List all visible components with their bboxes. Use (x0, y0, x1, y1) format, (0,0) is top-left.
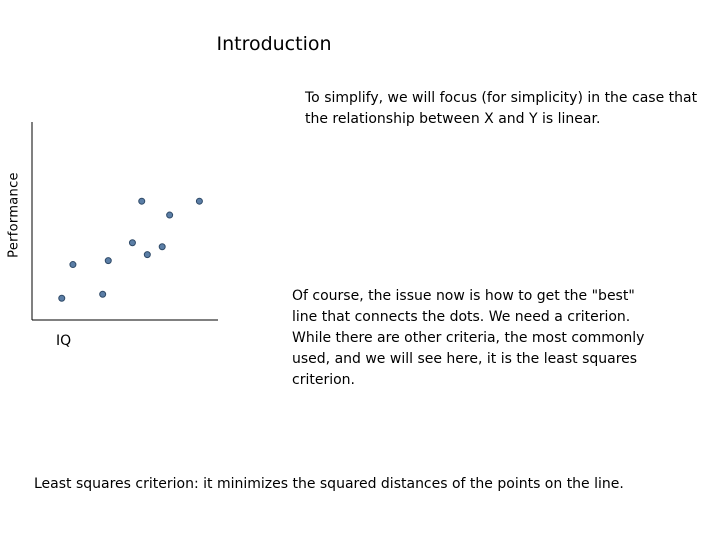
data-point-3 (100, 291, 106, 297)
plot-axes (32, 122, 218, 320)
data-point-4 (105, 258, 111, 264)
data-points (59, 198, 203, 301)
data-point-2 (70, 262, 76, 268)
slide-title: Introduction (216, 33, 332, 55)
data-point-5 (129, 240, 135, 246)
intro-text: To simplify, we will focus (for simplicity) in the case that the relationship between X and Y is linear. (305, 90, 698, 127)
x-axis-label: IQ (56, 333, 72, 349)
criterion-text: Of course, the issue now is how to get the "best" line that connects the dots. We need a criterion. While there are other criteria, the most commonly used, and we will see here, it is the least squares criterion. (292, 288, 645, 388)
data-point-7 (144, 252, 150, 258)
data-point-8 (159, 244, 165, 250)
scatter-plot (0, 110, 230, 325)
data-point-1 (59, 295, 65, 301)
least-squares-definition: Least squares criterion: it minimizes the squared distances of the points on the line. (34, 476, 624, 492)
data-point-10 (196, 198, 202, 204)
data-point-6 (139, 198, 145, 204)
data-point-9 (167, 212, 173, 218)
y-axis-label: Performance (6, 172, 22, 258)
